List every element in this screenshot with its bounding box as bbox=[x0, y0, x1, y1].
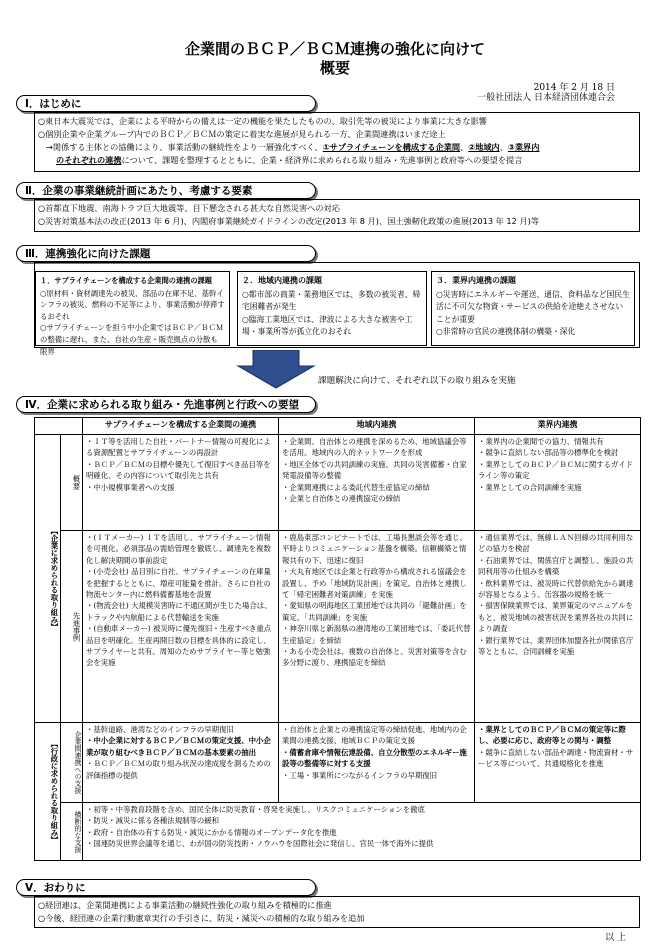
doc-org: 一般社団法人 日本経済団体連合会 bbox=[477, 93, 615, 103]
table-row-examples bbox=[35, 531, 641, 723]
row-label-gov-cross: 横断的な支援 bbox=[61, 803, 83, 861]
cell-overview-supply bbox=[83, 435, 279, 531]
list-item: ・備蓄倉庫や情報伝達設備、自立分散型のエネルギー施設等の整備等に対する支援 bbox=[282, 747, 467, 769]
issue-box-1-l1: ○原材料・資材調達先の被災、部品の在庫不足、基幹インフラの被災、燃料の不足等により、事業活動が停滞するおそれ bbox=[40, 288, 225, 321]
issue-box-2-l1: ○都市部の商業・業務地区では、多数の被災者、帰宅困難者が発生 bbox=[242, 289, 421, 311]
cell-gov-industry bbox=[475, 723, 641, 803]
issue-box-2-title: ２．地域内連携の課題 bbox=[242, 276, 322, 285]
sec1-l3b: ①サプライチェーンを構成する企業間 bbox=[322, 142, 461, 152]
sec5-line-1: ○経団連は、企業間連携による事業活動の継続性強化の取り組みを積極的に推進 bbox=[38, 900, 332, 910]
section-3-heading: Ⅲ．連携強化に向けた課題 bbox=[16, 245, 316, 262]
list-item: ・業界としての合同訓練を実施 bbox=[478, 482, 582, 492]
list-item: ・企業間、自治体との連携を深めるため、地域協議会等を活用。地域内の人的ネットワークを形成 bbox=[282, 437, 467, 458]
col-header-supply: サプライチェーンを構成する企業間の連携 bbox=[83, 418, 279, 435]
list-item: ・ある小売会社は、複数の自治体と、災害対策等を含む多分野に渡り、連携協定を締結 bbox=[282, 647, 467, 668]
table-row-gov-inter bbox=[35, 723, 641, 803]
sec1-l3e: 、 bbox=[499, 142, 508, 152]
list-item: ・銀行業界では、業界団体加盟各社が関係官庁等とともに、合同訓練を実施 bbox=[478, 635, 634, 657]
list-item: ・(物流会社) 大規模災害時に不通区間が生じた場合は、トラックや内航船による代替輸送を実施 bbox=[86, 601, 272, 622]
cell-examples-supply bbox=[83, 531, 279, 723]
cell-examples-industry bbox=[475, 531, 641, 723]
section-1-heading: Ⅰ．はじめに bbox=[16, 95, 316, 112]
row-label-overview: 概要 bbox=[61, 435, 83, 531]
sec1-l3d: ②地域内 bbox=[468, 142, 500, 152]
list-item: ・防災・減災に係る各種法規制等の緩和 bbox=[86, 816, 220, 826]
list-item: ・地区全体での共同訓練の実施、共同の災害備蓄・自家発電設備等の整備 bbox=[282, 459, 467, 481]
list-item: ・業界としてのＢＣＰ／ＢＣＭに関するガイドライン等の策定 bbox=[478, 459, 633, 481]
list-item: ・競争に直結しない部品や調達・物流資材・サービス等について、共通規格化を推進 bbox=[478, 747, 634, 769]
list-item: ・競争に直結しない部品等の標準化を検討 bbox=[478, 448, 619, 458]
list-item: ・業界内の企業間での協力、情報共有 bbox=[478, 437, 604, 446]
sec1-l4b: について、課題を整理するとともに、企業・経済界に求められる取り組み・先進事例と政府等への要望を提言 bbox=[121, 155, 523, 165]
list-item: ・国連防災世界会議等を通じ、わが国の防災技術・ノウハウを国際社会に発信し、官民一体で海外に提供 bbox=[86, 839, 434, 849]
table-row-overview bbox=[35, 435, 641, 531]
group-label-company: 【企業に求められる取り組み】 bbox=[35, 435, 61, 723]
list-item: ・神奈川県と新潟県の港湾地の工業団地では、「委託代替生産協定」を締結 bbox=[282, 624, 471, 645]
doc-subtitle: 概要 bbox=[319, 59, 350, 77]
sec1-line-1: ○東日本大震災では、企業による平時からの備えは一定の機能を果たしたものの、取引先等の被災により事業に大きな影響 bbox=[38, 116, 487, 126]
actions-table bbox=[34, 417, 641, 861]
issue-box-2 bbox=[237, 271, 427, 346]
down-arrow-icon bbox=[236, 350, 316, 390]
list-item: ・ＢＣＰ／ＢＣＭの目標や優先して復旧すべき品目等を明確化、その内容について取引先と共有 bbox=[86, 459, 271, 481]
list-item: ・大丸有地区では企業と行政等から構成される協議会を設置し、予め「地域防災計画」を策定。自治体と連携して「帰宅困難者対策訓練」を実施 bbox=[282, 567, 467, 600]
list-item: ・損害保険業界では、業界策定のマニュアルをもと、被災地域の被害状況を業界各社の共同により調査 bbox=[478, 601, 634, 634]
list-item: ・飲料業界では、被災時に代替供給先から調達が容易となるよう、缶容器の規格を統一 bbox=[478, 578, 634, 600]
list-item: ・基幹道路、港湾などのインフラの早期復旧 bbox=[86, 725, 234, 734]
issue-box-3-l1: ○災害時にエネルギーや運送、通信、食料品など国民生活に不可欠な物資・サービスの供給を途絶えさせないことが重要 bbox=[436, 289, 630, 324]
table-row-gov-cross bbox=[35, 803, 641, 861]
section-1-box bbox=[34, 112, 640, 172]
list-item: ・鹿島東部コンビナートでは、工場長懇談会等を通じ、平時よりコミュニケーション基盤を構築。信頼構築と情報共有の下、迅速に復旧 bbox=[282, 533, 467, 565]
issue-box-1-title: １．サプライチェーンを構成する企業間の連携の課題 bbox=[40, 276, 212, 285]
list-item: ・(自動車メーカー) 被災時に優先復旧・生産すべき重点品目を明確化。生産再開日数の目標を具体的に設定し、サプライヤーと共有。周知のためサプライヤー等と勉強会を実施 bbox=[86, 624, 272, 668]
sec1-l3a: →関係する主体との協働により、事業活動の継続性をより一層強化すべく、 bbox=[46, 142, 323, 152]
list-item: ・愛知県の明海地区工業団地では共同の「避難計画」を策定、「共同訓練」を実施 bbox=[282, 601, 467, 622]
section-4-heading: Ⅳ．企業に求められる取り組み・先進事例と行政への要望 bbox=[16, 396, 316, 413]
list-item: ・(ＩＴメーカー) ＩＴを活用し、サプライチェーン情報を可視化。必須部品の需給管理を徹底し、調達先を複数化し解決期間の事前設定 bbox=[86, 533, 271, 565]
list-item: ・初等・中等教育段階を含め、国民全体に防災教育・啓発を実施し、リスクコミュニケーションを徹底 bbox=[86, 805, 425, 814]
issue-box-1-l2: ○サプライチェーンを担う中小企業ではＢＣＰ／ＢＣＭの整備に遅れ。また、自社の生産・販売拠点の分散も限界 bbox=[40, 323, 224, 356]
list-item: ・業界としてのＢＣＰ／ＢＣＭの策定等に際し、必要に応じ、政府等との関与・調整 bbox=[478, 725, 626, 746]
issue-box-3 bbox=[431, 271, 635, 346]
sec1-l4a: のそれぞれの連携 bbox=[56, 155, 122, 165]
section-2-heading: Ⅱ．企業の事業継続計画にあたり、考慮する要素 bbox=[16, 182, 316, 199]
row-label-examples: 先進事例 bbox=[61, 531, 83, 723]
list-item: ・工場・事業所につながるインフラの早期復旧 bbox=[282, 770, 438, 780]
list-item: ・中小規模事業者への支援 bbox=[86, 482, 175, 492]
cell-gov-supply bbox=[83, 723, 279, 803]
list-item: ・自治体と企業との連携協定等の締結促進、地域内の企業間の連携支援、地域ＢＣＰの策定支援 bbox=[282, 725, 467, 746]
sec2-line-1: ○首都直下地震、南海トラフ巨大地震等、目下懸念される甚大な自然災害への対応 bbox=[38, 203, 340, 213]
cell-overview-industry bbox=[475, 435, 641, 531]
section-5-heading: Ⅴ．おわりに bbox=[16, 879, 316, 896]
cell-examples-regional bbox=[279, 531, 475, 723]
end-mark: 以 上 bbox=[605, 933, 626, 943]
cell-gov-cross bbox=[83, 803, 641, 861]
col-header-industry: 業界内連携 bbox=[475, 418, 641, 435]
list-item: ・中小企業に対するＢＣＰ／ＢＣＭの策定支援、中小企業が取り組むべきＢＣＰ／ＢＣＭの基本要素の抽出 bbox=[86, 736, 271, 757]
col-header-regional: 地域内連携 bbox=[279, 418, 475, 435]
issue-box-3-l2: ○非常時の官民の連携体制の構築・深化 bbox=[436, 327, 576, 336]
sec5-line-2: ○今後、経団連の企業行動憲章実行の手引きに、防災・減災への積極的な取り組みを追加 bbox=[38, 913, 365, 923]
doc-title: 企業間のＢＣＰ／ＢＣＭ連携の強化に向けて bbox=[184, 40, 485, 58]
list-item: ・ＢＣＰ／ＢＣＭの取り組み状況の達成度を測るための評価指標の提供 bbox=[86, 759, 271, 780]
list-item: ・企業と自治体との連携協定の締結 bbox=[282, 494, 401, 504]
list-item: ・通信業界では、無線ＬＡＮ回線の共同利用などの協力を検討 bbox=[478, 533, 634, 554]
sec1-l3c: 、 bbox=[460, 142, 469, 152]
list-item: ・(小売会社) 品目別に自社、サプライチェーンの在庫量を把握するとともに、増産可能量を推計。さらに自社の物流センター内に燃料備蓄基地を設置 bbox=[86, 567, 271, 600]
cell-overview-regional bbox=[279, 435, 475, 531]
corner-cell bbox=[35, 418, 83, 435]
issue-box-3-title: ３．業界内連携の課題 bbox=[436, 276, 516, 285]
sec1-line-4 bbox=[38, 154, 636, 167]
list-item: ・ＩＴ等を活用した自社・パートナー情報の可視化による資源配置とサプライチェーンの再設計 bbox=[86, 437, 271, 458]
arrow-caption: 課題解決に向けて、それぞれ以下の取り組みを実施 bbox=[318, 376, 516, 386]
sec1-l3f: ③業界内 bbox=[507, 142, 540, 152]
list-item: ・企業間連携による委託代替生産協定の締結 bbox=[282, 482, 430, 492]
cell-gov-regional bbox=[279, 723, 475, 803]
section-2-box bbox=[34, 199, 640, 232]
sec1-line-3 bbox=[38, 141, 636, 154]
section-5-box bbox=[34, 896, 640, 928]
group-label-government: 【行政に求められる取り組み】 bbox=[35, 723, 61, 861]
table-header-row bbox=[35, 418, 641, 435]
issue-box-1 bbox=[35, 271, 230, 356]
issue-box-2-l2: ○臨海工業地区では、津波による大きな被害や工場・事業所等が孤立化のおそれ bbox=[242, 314, 413, 336]
list-item: ・石油業界では、関係官庁と調整し、施設の共同利用等の仕組みを構築 bbox=[478, 555, 634, 577]
row-label-gov-inter: 企業間連携への支援 bbox=[61, 723, 83, 803]
sec2-line-2: ○災害対策基本法の改正(2013 年 6 月)、内閣府事業継続ガイドラインの改定(2013 年 8 月)、国土強靭化政策の進展(2013 年 12 月)等 bbox=[38, 216, 540, 226]
sec1-line-2: ○個別企業や企業グループ内でのＢＣＰ／ＢＣＭの策定に着実な進展が見られる一方、企業間連携はいまだ途上 bbox=[38, 129, 446, 139]
list-item: ・政府・自治体の有する防災・減災にかかる情報のオープンデータ化を推進 bbox=[86, 827, 337, 837]
doc-date: 2014 年 2 月 18 日 bbox=[533, 83, 615, 93]
